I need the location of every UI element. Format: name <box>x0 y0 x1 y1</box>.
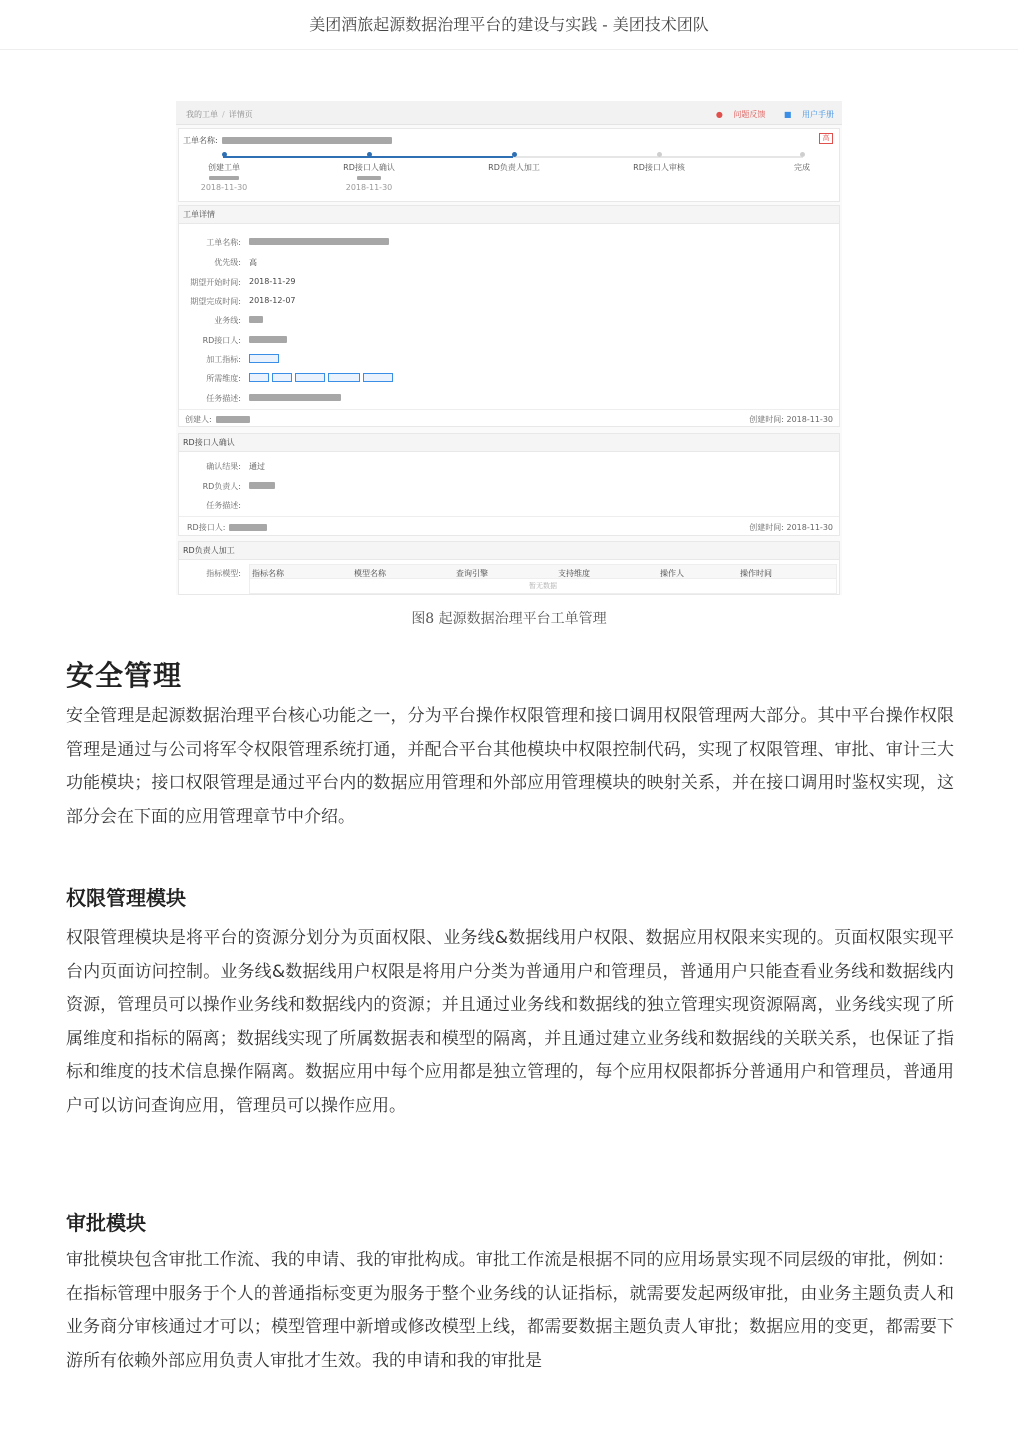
detail-row: 期望完成时间: 2018-12-07 <box>190 296 296 306</box>
breadcrumb-item-my-orders[interactable]: 我的工单 <box>186 110 218 119</box>
creator-row: 创建人: <box>185 414 250 425</box>
created-time-2: 创建时间: 2018-11-30 <box>749 523 833 532</box>
col-dimensions: 支持维度 <box>558 569 590 578</box>
metric-model-table <box>249 564 837 594</box>
permission-paragraph: 权限管理模块是将平台的资源分划分为页面权限、业务线&数据线用户权限、数据应用权限来实现的。页面权限实现平台内页面访问控制。业务线&数据线用户权限是将用户分类为普通用户和管理员，普通用户只能查看业务线和数据线内资源，管理员可以操作业务线和数据线内的资源；并且通过业务线和数据线的独立管理实现资源隔离，业务线实现了所属维度和指标的隔离；数据线实现了所属数据表和模型的隔离，并且通过建立业务线和数据线的关联关系，也保证了指标和维度的技术信息操作隔离。数据应用中每个应用都是独立管理的，每个应用权限都拆分普通用户和管理员，普通用户可以访问查询应用，管理员可以操作应用。 <box>66 928 954 1116</box>
rd-confirm-panel <box>178 433 840 536</box>
step-rd-process: RD负责人加工 <box>469 152 559 173</box>
created-time: 创建时间: 2018-11-30 <box>749 415 833 424</box>
detail-row: 优先级: 高 <box>214 258 257 267</box>
breadcrumb-item-detail: 详情页 <box>228 110 253 119</box>
feedback-link[interactable]: ● 问题反馈 <box>715 110 766 119</box>
figure-top-bar <box>176 101 842 125</box>
order-progress-panel <box>178 128 840 202</box>
confirm-panel-title: RD接口人确认 <box>179 434 839 452</box>
section-title-permission: 权限管理模块 <box>66 886 186 910</box>
col-operator: 操作人 <box>660 569 684 578</box>
order-detail-panel <box>178 205 840 427</box>
detail-row: 期望开始时间: 2018-11-29 <box>190 277 296 287</box>
table-empty: 暂无数据 <box>529 582 557 590</box>
priority-badge: 高 <box>819 133 833 144</box>
manual-link[interactable]: ■ 用户手册 <box>783 110 834 119</box>
security-paragraph: 安全管理是起源数据治理平台核心功能之一，分为平台操作权限管理和接口调用权限管理两大部分。其中平台操作权限管理是通过与公司将军令权限管理系统打通，并配合平台其他模块中权限控制代码，实现了权限管理、审批、审计三大功能模块；接口权限管理是通过平台内的数据应用管理和外部应用管理模块的映射关系，并在接口调用时鉴权实现，这部分会在下面的应用管理章节中介绍。 <box>66 706 954 827</box>
confirm-row: 任务描述: <box>206 501 241 510</box>
rd-contact-row: RD接口人: <box>187 522 267 533</box>
detail-row: 加工指标: <box>179 354 839 364</box>
col-query-engine: 查询引擎 <box>456 569 488 578</box>
detail-row: 任务描述: <box>179 393 839 403</box>
step-done: 完成 <box>757 152 847 173</box>
top-links <box>700 109 834 120</box>
question-icon: ● <box>715 110 723 119</box>
blurred-order-name <box>222 137 392 144</box>
order-name-row: 工单名称: <box>183 135 392 146</box>
process-panel-title: RD负责人加工 <box>179 542 839 560</box>
figure-caption: 图8 起源数据治理平台工单管理 <box>411 611 607 627</box>
detail-row: 工单名称: <box>179 237 839 247</box>
col-metric-name: 指标名称 <box>252 569 284 578</box>
detail-row: 业务线: <box>179 315 839 325</box>
step-create: 创建工单 2018-11-30 <box>179 152 269 192</box>
breadcrumb: 我的工单 / 详情页 <box>186 110 253 119</box>
approval-paragraph: 审批模块包含审批工作流、我的申请、我的审批构成。审批工作流是根据不同的应用场景实现不同层级的审批，例如：在指标管理中服务于个人的普通指标变更为服务于整个业务线的认证指标，就需要发起两级审批，由业务主题负责人和业务商分审核通过才可以；模型管理中新增或修改模型上线，都需要数据主题负责人审批；数据应用的变更，都需要下游所有依赖外部应用负责人审批才生效。我的申请和我的审批是 <box>66 1250 954 1371</box>
figure-screenshot <box>176 101 842 595</box>
detail-panel-title: 工单详情 <box>179 206 839 224</box>
metric-model-label-row: 指标模型: <box>206 569 241 578</box>
page-header: 美团酒旅起源数据治理平台的建设与实践 - 美团技术团队 <box>0 0 1018 50</box>
detail-row: 所需维度: <box>179 373 839 383</box>
section-title-security: 安全管理 <box>66 659 183 692</box>
step-rd-confirm: RD接口人确认 2018-11-30 <box>324 152 414 192</box>
col-model-name: 模型名称 <box>354 569 386 578</box>
detail-row: RD接口人: <box>179 335 839 345</box>
confirm-row: RD负责人: <box>179 481 839 491</box>
rd-process-panel <box>178 541 840 595</box>
section-title-approval: 审批模块 <box>66 1211 146 1235</box>
table-header <box>250 565 836 579</box>
col-op-time: 操作时间 <box>740 569 772 578</box>
step-rd-review: RD接口人审核 <box>614 152 704 173</box>
confirm-row: 确认结果: 通过 <box>206 462 265 471</box>
book-icon: ■ <box>783 110 792 119</box>
